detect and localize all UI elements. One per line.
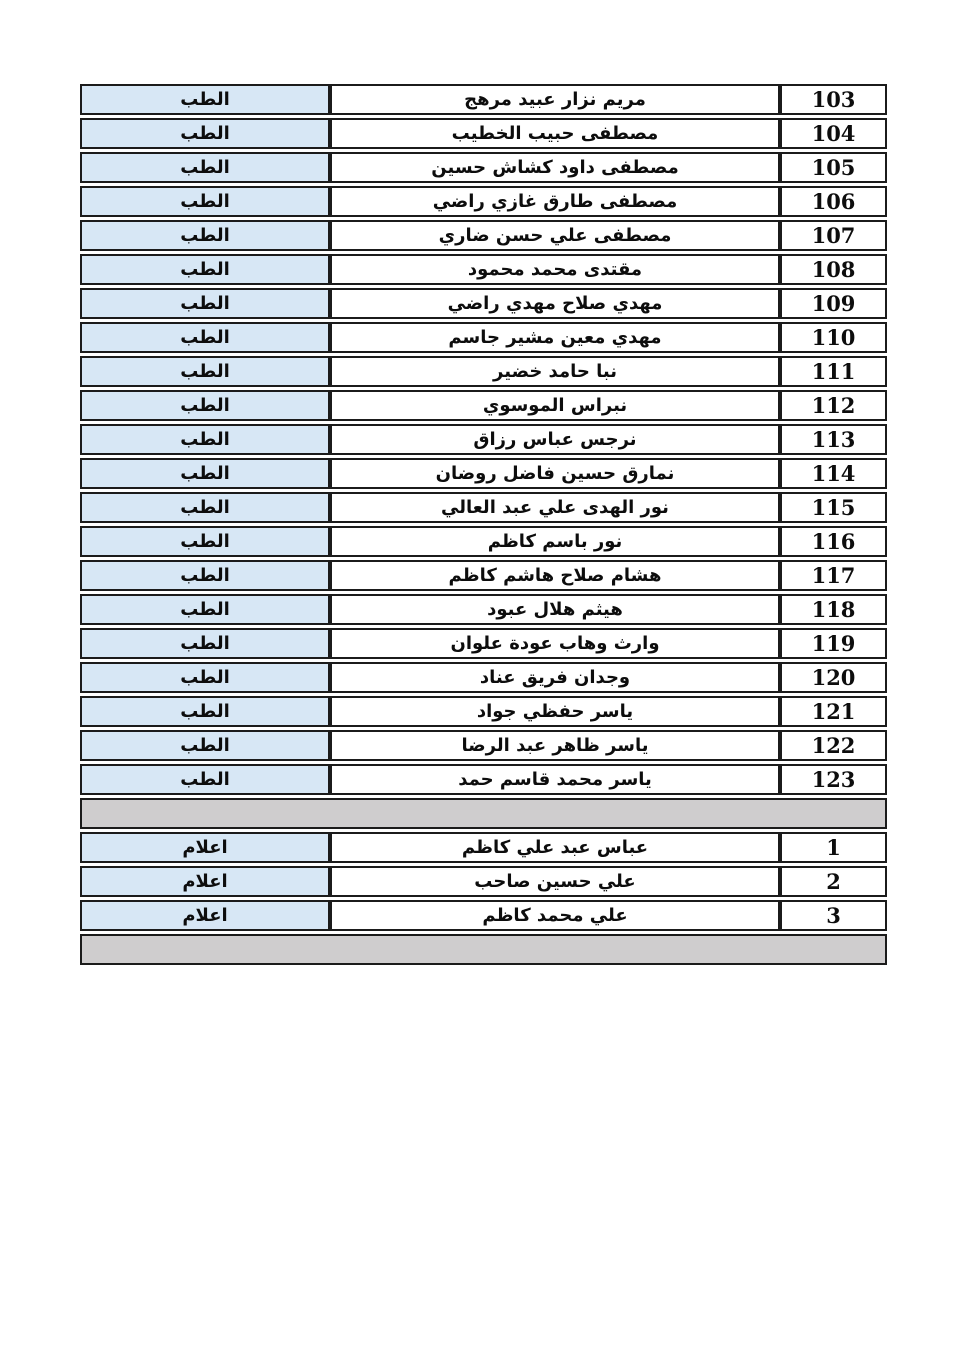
- student-name-cell: ياسر ظاهر عبد الرضا: [330, 730, 780, 761]
- row-number-cell: 119: [780, 628, 887, 659]
- department-cell: اعلام: [80, 900, 330, 931]
- table-row: [80, 84, 887, 115]
- department-cell: الطب: [80, 628, 330, 659]
- student-name-cell: هيثم هلال عبود: [330, 594, 780, 625]
- table-row: [80, 730, 887, 761]
- table-row: [80, 118, 887, 149]
- row-number-cell: 111: [780, 356, 887, 387]
- department-cell: الطب: [80, 696, 330, 727]
- department-cell: الطب: [80, 560, 330, 591]
- students-table-body: [80, 84, 887, 965]
- row-number-cell: 118: [780, 594, 887, 625]
- table-row: [80, 390, 887, 421]
- department-cell: الطب: [80, 220, 330, 251]
- student-name-cell: نور الهدى علي عبد العالي: [330, 492, 780, 523]
- row-number-cell: 104: [780, 118, 887, 149]
- student-name-cell: مريم نزار عبيد مرهج: [330, 84, 780, 115]
- row-number-cell: 116: [780, 526, 887, 557]
- row-number-cell: 107: [780, 220, 887, 251]
- student-name-cell: ياسر حفظي جواد: [330, 696, 780, 727]
- separator-row: [80, 798, 887, 829]
- students-table: [80, 81, 887, 968]
- department-cell: الطب: [80, 152, 330, 183]
- row-number-cell: 106: [780, 186, 887, 217]
- student-name-cell: مصطفى طارق غازي راضي: [330, 186, 780, 217]
- table-row: [80, 458, 887, 489]
- table-row: [80, 152, 887, 183]
- department-cell: الطب: [80, 84, 330, 115]
- table-row: [80, 662, 887, 693]
- department-cell: الطب: [80, 458, 330, 489]
- table-row: [80, 186, 887, 217]
- row-number-cell: 122: [780, 730, 887, 761]
- row-number-cell: 109: [780, 288, 887, 319]
- department-cell: الطب: [80, 322, 330, 353]
- row-number-cell: 114: [780, 458, 887, 489]
- student-name-cell: مقتدى محمد محمود: [330, 254, 780, 285]
- row-number-cell: 2: [780, 866, 887, 897]
- table-row: [80, 492, 887, 523]
- student-name-cell: عباس عبد علي كاظم: [330, 832, 780, 863]
- department-cell: الطب: [80, 662, 330, 693]
- table-row: [80, 424, 887, 455]
- separator-cell: [80, 798, 887, 829]
- student-name-cell: علي محمد كاظم: [330, 900, 780, 931]
- department-cell: الطب: [80, 186, 330, 217]
- table-row: [80, 594, 887, 625]
- table-row: [80, 322, 887, 353]
- department-cell: الطب: [80, 730, 330, 761]
- table-row: [80, 560, 887, 591]
- student-name-cell: هشام صلاح هاشم كاظم: [330, 560, 780, 591]
- separator-cell: [80, 934, 887, 965]
- department-cell: الطب: [80, 526, 330, 557]
- student-name-cell: نبا حامد خضير: [330, 356, 780, 387]
- student-name-cell: نمارق حسين فاضل روضان: [330, 458, 780, 489]
- student-name-cell: وجدان فريق عناد: [330, 662, 780, 693]
- row-number-cell: 123: [780, 764, 887, 795]
- student-name-cell: نور باسم كاظم: [330, 526, 780, 557]
- table-row: [80, 220, 887, 251]
- table-row: [80, 696, 887, 727]
- department-cell: اعلام: [80, 832, 330, 863]
- department-cell: الطب: [80, 390, 330, 421]
- row-number-cell: 1: [780, 832, 887, 863]
- row-number-cell: 103: [780, 84, 887, 115]
- table-row: [80, 866, 887, 897]
- table-row: [80, 900, 887, 931]
- table-row: [80, 288, 887, 319]
- student-name-cell: وارث وهاب عودة علوان: [330, 628, 780, 659]
- row-number-cell: 117: [780, 560, 887, 591]
- student-name-cell: مصطفى حبيب الخطيب: [330, 118, 780, 149]
- student-name-cell: علي حسين صاحب: [330, 866, 780, 897]
- student-name-cell: مهدي معين مشير جاسم: [330, 322, 780, 353]
- row-number-cell: 112: [780, 390, 887, 421]
- row-number-cell: 113: [780, 424, 887, 455]
- student-name-cell: مصطفى علي حسن ضاري: [330, 220, 780, 251]
- row-number-cell: 120: [780, 662, 887, 693]
- department-cell: الطب: [80, 254, 330, 285]
- table-row: [80, 356, 887, 387]
- row-number-cell: 115: [780, 492, 887, 523]
- department-cell: الطب: [80, 118, 330, 149]
- table-row: [80, 628, 887, 659]
- department-cell: اعلام: [80, 866, 330, 897]
- student-name-cell: مصطفى داود كشاش حسين: [330, 152, 780, 183]
- department-cell: الطب: [80, 594, 330, 625]
- department-cell: الطب: [80, 764, 330, 795]
- table-row: [80, 832, 887, 863]
- department-cell: الطب: [80, 492, 330, 523]
- table-row: [80, 254, 887, 285]
- department-cell: الطب: [80, 288, 330, 319]
- row-number-cell: 108: [780, 254, 887, 285]
- row-number-cell: 121: [780, 696, 887, 727]
- table-row: [80, 764, 887, 795]
- table-row: [80, 526, 887, 557]
- department-cell: الطب: [80, 356, 330, 387]
- row-number-cell: 3: [780, 900, 887, 931]
- student-name-cell: مهدي صلاح مهدي راضي: [330, 288, 780, 319]
- student-name-cell: نرجس عباس رزاق: [330, 424, 780, 455]
- row-number-cell: 105: [780, 152, 887, 183]
- department-cell: الطب: [80, 424, 330, 455]
- student-name-cell: نبراس الموسوي: [330, 390, 780, 421]
- student-name-cell: ياسر محمد قاسم حمد: [330, 764, 780, 795]
- separator-row: [80, 934, 887, 965]
- row-number-cell: 110: [780, 322, 887, 353]
